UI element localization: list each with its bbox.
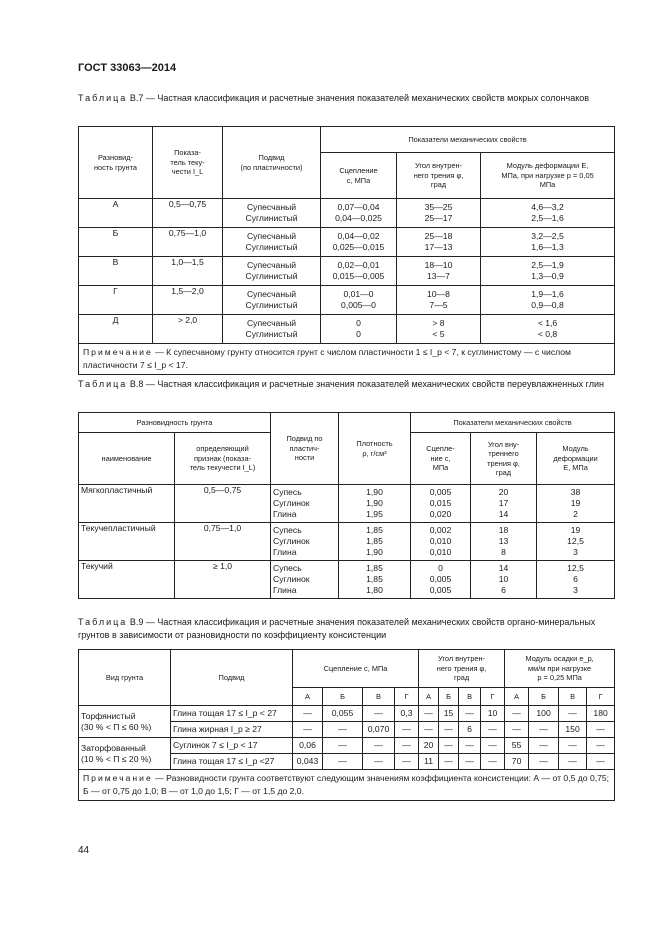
value-cell: — xyxy=(481,738,505,754)
type-cell: В xyxy=(79,257,153,286)
value-cell: — xyxy=(363,738,395,754)
col-header-sign: определяющий признак (показа- тель текучести I_L) xyxy=(175,433,271,485)
il-cell: 1,0—1,5 xyxy=(153,257,223,286)
letter-header: Г xyxy=(587,688,615,706)
value-cell: — xyxy=(439,754,459,770)
value-cell: 150 xyxy=(559,722,587,738)
e-cell: 19 12,5 3 xyxy=(537,523,615,561)
value-cell: 6 xyxy=(459,722,481,738)
phi-cell: 20 17 14 xyxy=(471,485,537,523)
density-cell: 1,85 1,85 1,80 xyxy=(339,561,411,599)
e-cell: 2,5—1,9 1,3—0,9 xyxy=(481,257,615,286)
subtype-cell: Супесчаный Суглинистый xyxy=(223,228,321,257)
c-cell: 0,04—0,02 0,025—0,015 xyxy=(321,228,397,257)
table-row xyxy=(79,199,615,228)
il-cell: 1,5—2,0 xyxy=(153,286,223,315)
il-cell: > 2,0 xyxy=(153,315,223,344)
value-cell: 15 xyxy=(439,706,459,722)
e-cell: 3,2—2,5 1,6—1,3 xyxy=(481,228,615,257)
col-header-phi: Угол внутрен- него трения φ, град xyxy=(397,153,481,199)
subtype-cell: Супесчаный Суглинистый xyxy=(223,257,321,286)
value-cell: — xyxy=(363,754,395,770)
sign-cell: ≥ 1,0 xyxy=(175,561,271,599)
type-cell: Б xyxy=(79,228,153,257)
value-cell: 20 xyxy=(419,738,439,754)
value-cell: — xyxy=(459,754,481,770)
e-cell: 1,9—1,6 0,9—0,8 xyxy=(481,286,615,315)
c-cell: 0,005 0,015 0,020 xyxy=(411,485,471,523)
value-cell: 100 xyxy=(529,706,559,722)
letter-header: Г xyxy=(395,688,419,706)
il-cell: 0,5—0,75 xyxy=(153,199,223,228)
subtype-cell: Супесь Суглинок Глина xyxy=(271,561,339,599)
c-cell: 0,02—0,01 0,015—0,005 xyxy=(321,257,397,286)
table-b8-caption xyxy=(78,378,618,391)
e-cell: 4,6—3,2 2,5—1,6 xyxy=(481,199,615,228)
letter-header: А xyxy=(293,688,323,706)
c-cell: 0 0 xyxy=(321,315,397,344)
note-text: — Разновидности грунта соответствуют следующим значениям коэффициента консистенции: А — от 0,5 до 0,75; Б — от 0,75 до 1,0; В — от 1,0 до 1,5; Г — от 1,5 до 2,0. xyxy=(83,773,610,796)
value-cell: — xyxy=(395,754,419,770)
note-text: — К супесчаному грунту относится грунт с числом пластичности 1 ≤ I_p < 7, к суглинистому — с числом пластичности 7 ≤ I_p < 17. xyxy=(83,347,571,370)
caption-text: В.7 — Частная классификация и расчетные значения показателей механических свойств мокрых солончаков xyxy=(129,93,590,103)
subtype-cell: Супесчаный Суглинистый xyxy=(223,199,321,228)
name-cell: Текучепластичный xyxy=(79,523,175,561)
col-header-name: наименование xyxy=(79,433,175,485)
letter-header: А xyxy=(505,688,529,706)
col-header-subtype: Подвид (по пластичности) xyxy=(223,127,321,199)
table-row xyxy=(79,315,615,344)
c-cell: 0,07—0,04 0,04—0,025 xyxy=(321,199,397,228)
col-header-e: Модуль деформации E, МПа, при нагрузке p = 0,05 МПа xyxy=(481,153,615,199)
value-cell: — xyxy=(505,706,529,722)
table-b7 xyxy=(78,126,615,375)
phi-cell: 18 13 8 xyxy=(471,523,537,561)
col-header-c: Сцепле- ние c, МПа xyxy=(411,433,471,485)
sign-cell: 0,75—1,0 xyxy=(175,523,271,561)
table-row xyxy=(79,485,615,523)
value-cell: — xyxy=(529,722,559,738)
type-cell: Г xyxy=(79,286,153,315)
value-cell: 0,06 xyxy=(293,738,323,754)
value-cell: — xyxy=(459,706,481,722)
table-b9-note xyxy=(79,770,615,801)
type-cell: Торфянистый (30 % < П ≤ 60 %) xyxy=(79,706,171,738)
col-header-type: Вид грунта xyxy=(79,650,171,706)
e-cell: 38 19 2 xyxy=(537,485,615,523)
e-cell: 12,5 6 3 xyxy=(537,561,615,599)
col-header-subtype: Подвид по пластич- ности xyxy=(271,413,339,485)
value-cell: — xyxy=(559,754,587,770)
subtype-cell: Супесь Суглинок Глина xyxy=(271,485,339,523)
subtype-cell: Супесчаный Суглинистый xyxy=(223,286,321,315)
type-cell: Д xyxy=(79,315,153,344)
value-cell: — xyxy=(323,738,363,754)
caption-text: В.8 — Частная классификация и расчетные значения показателей механических свойств переувлажненных глин xyxy=(129,379,605,389)
col-header-variety: Разновидность грунта xyxy=(79,413,271,433)
phi-cell: 18—10 13—7 xyxy=(397,257,481,286)
letter-header: Г xyxy=(481,688,505,706)
density-cell: 1,85 1,85 1,90 xyxy=(339,523,411,561)
il-cell: 0,75—1,0 xyxy=(153,228,223,257)
value-cell: — xyxy=(439,722,459,738)
col-header-type: Разновид- ность грунта xyxy=(79,127,153,199)
value-cell: — xyxy=(481,754,505,770)
col-header-group: Показатели механических свойств xyxy=(321,127,615,153)
c-cell: 0 0,005 0,005 xyxy=(411,561,471,599)
value-cell: — xyxy=(559,738,587,754)
subtype-cell: Супесчаный Суглинистый xyxy=(223,315,321,344)
col-header-subtype: Подвид xyxy=(171,650,293,706)
value-cell: — xyxy=(505,722,529,738)
letter-header: Б xyxy=(529,688,559,706)
subtype-cell: Глина жирная I_p ≥ 27 xyxy=(171,722,293,738)
col-header-phi: Угол вну- треннего трения φ, град xyxy=(471,433,537,485)
sign-cell: 0,5—0,75 xyxy=(175,485,271,523)
name-cell: Текучий xyxy=(79,561,175,599)
density-cell: 1,90 1,90 1,95 xyxy=(339,485,411,523)
type-cell: А xyxy=(79,199,153,228)
value-cell: 0,043 xyxy=(293,754,323,770)
value-cell: 11 xyxy=(419,754,439,770)
table-b7-caption xyxy=(78,92,618,105)
table-b9 xyxy=(78,649,615,801)
col-header-e: Модуль деформации E, МПа xyxy=(537,433,615,485)
table-row xyxy=(79,228,615,257)
letter-header: В xyxy=(559,688,587,706)
letter-header: Б xyxy=(439,688,459,706)
type-cell: Заторфованный (10 % < П ≤ 20 %) xyxy=(79,738,171,770)
caption-word: Таблица xyxy=(78,617,128,627)
c-cell: 0,002 0,010 0,010 xyxy=(411,523,471,561)
value-cell: — xyxy=(293,722,323,738)
e-cell: < 1,6 < 0,8 xyxy=(481,315,615,344)
value-cell: — xyxy=(323,722,363,738)
value-cell: 55 xyxy=(505,738,529,754)
value-cell: — xyxy=(395,738,419,754)
col-header-e: Модуль осадки e_p, мм/м при нагрузке p = 0,25 МПа xyxy=(505,650,615,688)
value-cell: — xyxy=(559,706,587,722)
value-cell: — xyxy=(587,722,615,738)
value-cell: — xyxy=(529,754,559,770)
col-header-c: Сцепление c, МПа xyxy=(321,153,397,199)
phi-cell: 10—8 7—5 xyxy=(397,286,481,315)
note-word: Примечание xyxy=(83,347,153,357)
table-row xyxy=(79,286,615,315)
letter-header: В xyxy=(363,688,395,706)
c-cell: 0,01—0 0,005—0 xyxy=(321,286,397,315)
value-cell: 0,070 xyxy=(363,722,395,738)
col-header-density: Плотность ρ, г/см³ xyxy=(339,413,411,485)
table-row xyxy=(79,523,615,561)
phi-cell: > 8 < 5 xyxy=(397,315,481,344)
caption-word: Таблица xyxy=(78,93,128,103)
caption-word: Таблица xyxy=(78,379,128,389)
phi-cell: 35—25 25—17 xyxy=(397,199,481,228)
table-row xyxy=(79,257,615,286)
value-cell: — xyxy=(419,706,439,722)
value-cell: — xyxy=(363,706,395,722)
value-cell: — xyxy=(439,738,459,754)
value-cell: — xyxy=(419,722,439,738)
value-cell: — xyxy=(587,754,615,770)
table-b9-caption xyxy=(78,616,618,642)
phi-cell: 25—18 17—13 xyxy=(397,228,481,257)
table-row xyxy=(79,706,615,722)
caption-text: В.9 — Частная классификация и расчетные значения показателей механических свойств органо-минеральных грунтов в зависимости от разновидности по коэффициенту консистенции xyxy=(78,617,596,640)
table-row xyxy=(79,738,615,754)
col-header-group: Показатели механических свойств xyxy=(411,413,615,433)
subtype-cell: Глина тощая 17 ≤ I_p < 27 xyxy=(171,706,293,722)
value-cell: 180 xyxy=(587,706,615,722)
letter-header: Б xyxy=(323,688,363,706)
letter-header: А xyxy=(419,688,439,706)
table-b8 xyxy=(78,412,615,599)
subtype-cell: Суглинок 7 ≤ I_p < 17 xyxy=(171,738,293,754)
value-cell: — xyxy=(587,738,615,754)
letter-header: В xyxy=(459,688,481,706)
value-cell: — xyxy=(323,754,363,770)
note-word: Примечание xyxy=(83,773,153,783)
value-cell: 0,3 xyxy=(395,706,419,722)
document-header: ГОСТ 33063—2014 xyxy=(78,62,177,74)
value-cell: 10 xyxy=(481,706,505,722)
col-header-c: Сцепление c, МПа xyxy=(293,650,419,688)
col-header-il: Показа- тель теку- чести I_L xyxy=(153,127,223,199)
value-cell: 0,055 xyxy=(323,706,363,722)
value-cell: — xyxy=(395,722,419,738)
value-cell: 70 xyxy=(505,754,529,770)
phi-cell: 14 10 6 xyxy=(471,561,537,599)
page-number: 44 xyxy=(78,845,90,856)
value-cell: — xyxy=(481,722,505,738)
subtype-cell: Супесь Суглинок Глина xyxy=(271,523,339,561)
value-cell: — xyxy=(293,706,323,722)
col-header-phi: Угол внутрен- него трения φ, град xyxy=(419,650,505,688)
name-cell: Мягкопластичный xyxy=(79,485,175,523)
table-row xyxy=(79,561,615,599)
subtype-cell: Глина тощая 17 ≤ I_p <27 xyxy=(171,754,293,770)
value-cell: — xyxy=(459,738,481,754)
table-b7-note xyxy=(79,344,615,375)
value-cell: — xyxy=(529,738,559,754)
